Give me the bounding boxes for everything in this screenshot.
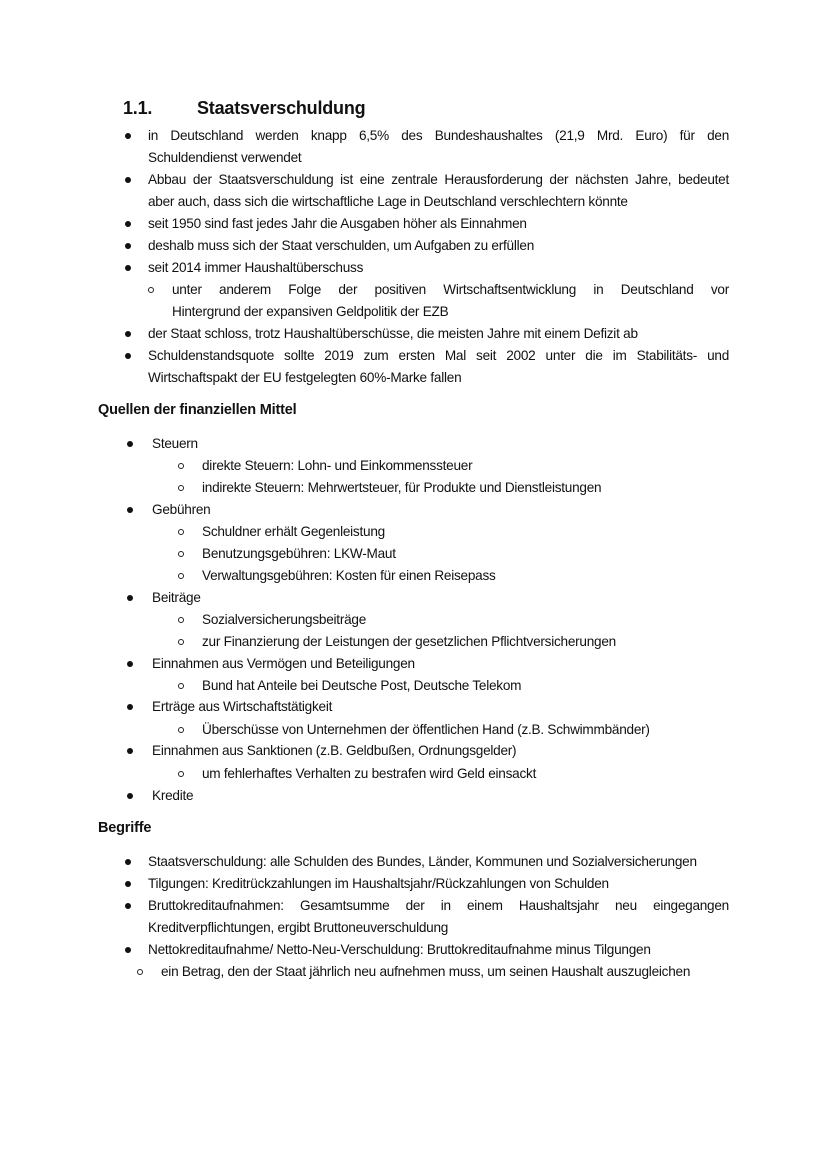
list-item: der Staat schloss, trotz Haushaltüberschüsse, die meisten Jahre mit einem Defizit ab: [148, 326, 638, 341]
circle-bullet-icon: [178, 551, 184, 557]
bullet-icon: [125, 243, 131, 249]
list-item: in Deutschland werden knapp 6,5% des Bundeshaushaltes (21,9 Mrd. Euro) für den: [148, 128, 729, 143]
bullet-icon: [125, 265, 131, 271]
circle-bullet-icon: [178, 485, 184, 491]
bullet-icon: [125, 881, 131, 887]
bullet-icon: [125, 353, 131, 359]
list-item: Einnahmen aus Vermögen und Beteiligungen: [152, 656, 415, 671]
sub-list-item: ein Betrag, den der Staat jährlich neu aufnehmen muss, um seinen Haushalt auszugleichen: [161, 964, 691, 979]
list-item: Gebühren: [152, 502, 211, 517]
list-item: Einnahmen aus Sanktionen (z.B. Geldbußen, Ordnungsgelder): [152, 743, 517, 758]
sub-list-item: unter anderem Folge der positiven Wirtschaftsentwicklung in Deutschland vor: [172, 282, 729, 297]
sub-list-item: direkte Steuern: Lohn- und Einkommenssteuer: [202, 458, 473, 473]
sub-list-item: Sozialversicherungsbeiträge: [202, 612, 367, 627]
circle-bullet-icon: [137, 969, 143, 975]
sub-list-item: Überschüsse von Unternehmen der öffentlichen Hand (z.B. Schwimmbänder): [202, 722, 650, 737]
sub-list-item: zur Finanzierung der Leistungen der gesetzlichen Pflichtversicherungen: [202, 634, 616, 649]
circle-bullet-icon: [178, 727, 184, 733]
circle-bullet-icon: [148, 287, 154, 293]
sub-list-item: indirekte Steuern: Mehrwertsteuer, für Produkte und Dienstleistungen: [202, 480, 602, 495]
section-title: Staatsverschuldung: [197, 98, 366, 118]
list-item: Steuern: [152, 436, 198, 451]
bullet-icon: [125, 177, 131, 183]
list-item: seit 1950 sind fast jedes Jahr die Ausgaben höher als Einnahmen: [148, 216, 527, 231]
bullet-icon: [125, 903, 131, 909]
list-item: Nettokreditaufnahme/ Netto-Neu-Verschuldung: Bruttokreditaufnahme minus Tilgungen: [148, 942, 651, 957]
section-number: 1.1.: [123, 98, 153, 118]
sub-list-item: Verwaltungsgebühren: Kosten für einen Reisepass: [202, 568, 496, 583]
bullet-icon: [125, 133, 131, 139]
bullet-icon: [125, 331, 131, 337]
list-item: seit 2014 immer Haushaltüberschuss: [148, 260, 364, 275]
list-item: Abbau der Staatsverschuldung ist eine zentrale Herausforderung der nächsten Jahre, bedeutet: [148, 172, 729, 187]
sub-list-item-continuation: Hintergrund der expansiven Geldpolitik der EZB: [172, 304, 449, 319]
list-item: Kredite: [152, 788, 194, 803]
sub-list-item: Bund hat Anteile bei Deutsche Post, Deutsche Telekom: [202, 678, 522, 693]
circle-bullet-icon: [178, 573, 184, 579]
bullet-icon: [127, 704, 133, 710]
list-item: Tilgungen: Kreditrückzahlungen im Haushaltsjahr/Rückzahlungen von Schulden: [148, 876, 609, 891]
circle-bullet-icon: [178, 639, 184, 645]
subheading-quellen: Quellen der finanziellen Mittel: [98, 402, 297, 418]
list-item-continuation: aber auch, dass sich die wirtschaftliche Lage in Deutschland verschlechtern könnte: [148, 194, 628, 209]
bullet-icon: [127, 595, 133, 601]
bullet-icon: [125, 859, 131, 865]
circle-bullet-icon: [178, 463, 184, 469]
sub-list-item: um fehlerhaftes Verhalten zu bestrafen wird Geld einsackt: [202, 766, 537, 781]
bullet-icon: [125, 221, 131, 227]
list-item: Bruttokreditaufnahmen: Gesamtsumme der in einem Haushaltsjahr neu eingegangen: [148, 898, 729, 913]
list-item: deshalb muss sich der Staat verschulden, um Aufgaben zu erfüllen: [148, 238, 535, 253]
bullet-icon: [127, 661, 133, 667]
list-item-continuation: Kreditverpflichtungen, ergibt Bruttoneuverschuldung: [148, 920, 449, 935]
list-item: Schuldenstandsquote sollte 2019 zum ersten Mal seit 2002 unter die im Stabilitäts- und: [148, 348, 729, 363]
list-item: Beiträge: [152, 590, 201, 605]
list-item: Erträge aus Wirtschaftstätigkeit: [152, 699, 333, 714]
circle-bullet-icon: [178, 617, 184, 623]
subheading-begriffe: Begriffe: [98, 820, 152, 836]
bullet-icon: [125, 947, 131, 953]
bullet-icon: [127, 507, 133, 513]
circle-bullet-icon: [178, 771, 184, 777]
list-item: Staatsverschuldung: alle Schulden des Bundes, Länder, Kommunen und Sozialversicherungen: [148, 854, 697, 869]
sub-list-item: Benutzungsgebühren: LKW-Maut: [202, 546, 396, 561]
bullet-icon: [127, 748, 133, 754]
circle-bullet-icon: [178, 683, 184, 689]
bullet-icon: [127, 441, 133, 447]
bullet-icon: [127, 793, 133, 799]
section-heading: [123, 98, 365, 119]
circle-bullet-icon: [178, 529, 184, 535]
sub-list-item: Schuldner erhält Gegenleistung: [202, 524, 385, 539]
list-item-continuation: Schuldendienst verwendet: [148, 150, 302, 165]
list-item-continuation: Wirtschaftspakt der EU festgelegten 60%-Marke fallen: [148, 370, 462, 385]
